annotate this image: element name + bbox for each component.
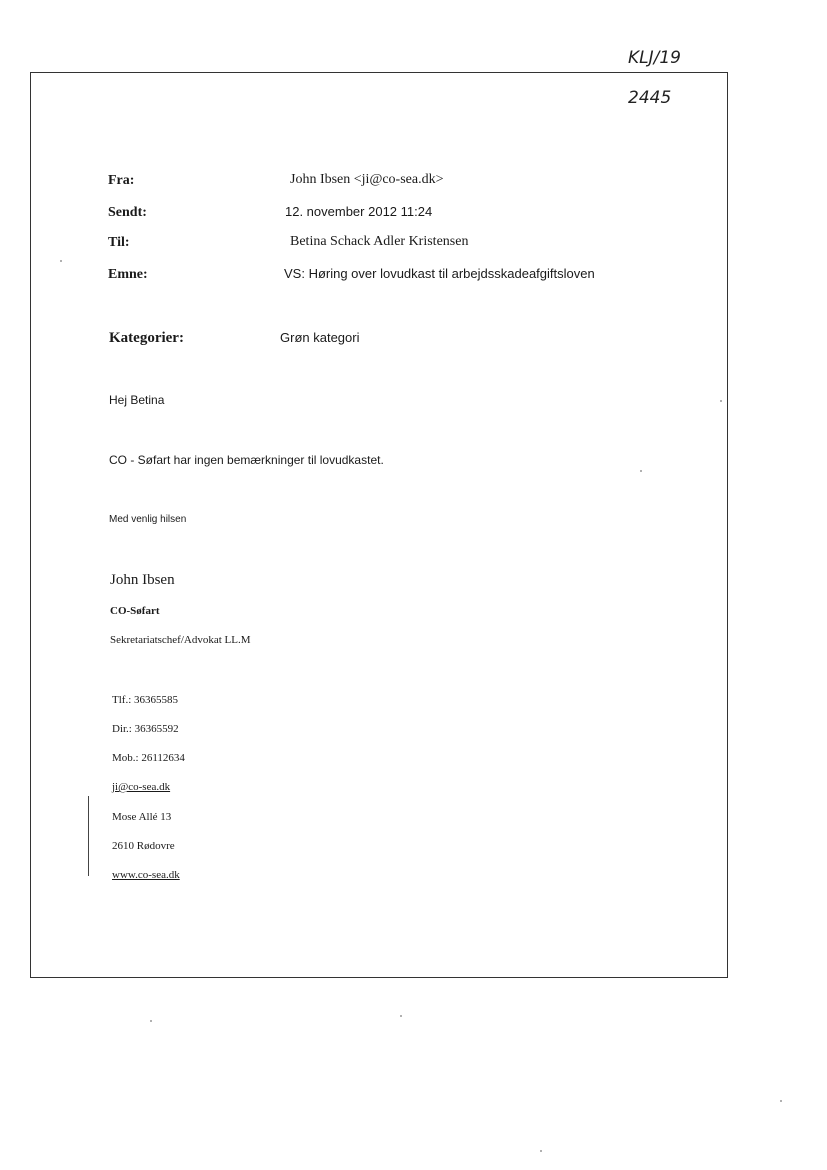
subject-value: VS: Høring over lovudkast til arbejdsskadeafgiftsloven [284, 266, 595, 281]
signature-name: John Ibsen [110, 572, 175, 588]
signature-phone: Tlf.: 36365585 [112, 694, 178, 706]
scan-speck [400, 1015, 402, 1017]
margin-mark [88, 796, 89, 876]
scan-speck [150, 1020, 152, 1022]
closing: Med venlig hilsen [109, 514, 187, 525]
signature-mobile: Mob.: 26112634 [112, 752, 185, 764]
website-link[interactable]: www.co-sea.dk [112, 869, 180, 881]
scan-speck [720, 400, 722, 402]
categories-label: Kategorier: [109, 330, 184, 346]
signature-direct: Dir.: 36365592 [112, 723, 179, 735]
greeting: Hej Betina [109, 393, 165, 407]
from-label: Fra: [108, 173, 135, 188]
to-label: Til: [108, 235, 130, 250]
subject-label: Emne: [108, 267, 148, 282]
scan-speck [780, 1100, 782, 1102]
signature-city: 2610 Rødovre [112, 840, 175, 852]
signature-address: Mose Allé 13 [112, 811, 172, 823]
email-link[interactable]: ji@co-sea.dk [112, 781, 171, 793]
handwritten-journal-number: 2445 [628, 88, 672, 108]
signature-org: CO-Søfart [110, 605, 160, 617]
message-text: CO - Søfart har ingen bemærkninger til lovudkastet. [109, 453, 384, 467]
handwritten-initials: KLJ/19 [628, 48, 681, 68]
scan-speck [540, 1150, 542, 1152]
sent-label: Sendt: [108, 205, 147, 220]
signature-title: Sekretariatschef/Advokat LL.M [110, 634, 251, 646]
categories-value: Grøn kategori [280, 330, 360, 345]
from-value: John Ibsen <ji@co-sea.dk> [290, 172, 444, 187]
scan-speck [60, 260, 62, 262]
to-value: Betina Schack Adler Kristensen [290, 234, 469, 249]
sent-value: 12. november 2012 11:24 [285, 204, 433, 219]
scan-speck [640, 470, 642, 472]
